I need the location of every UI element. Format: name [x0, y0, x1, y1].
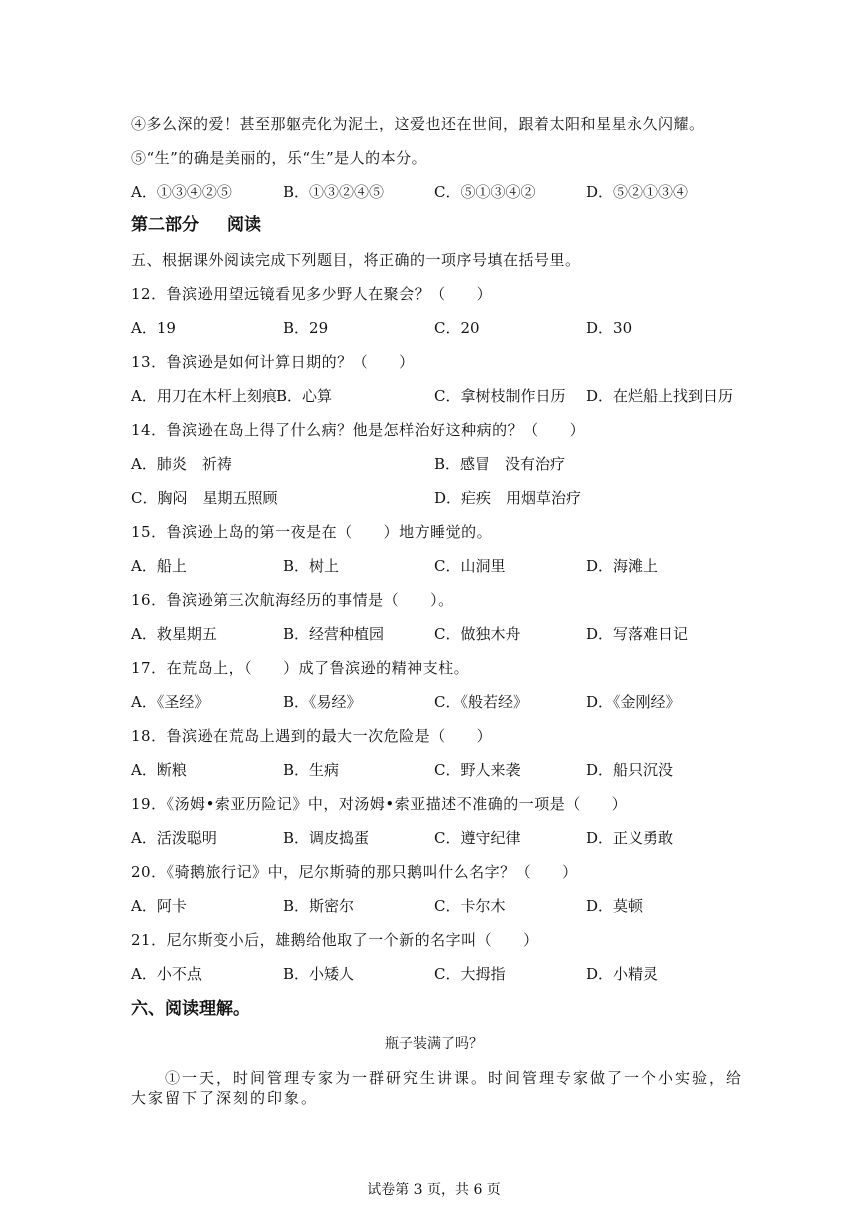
option-a: A．肺炎 祈祷: [131, 455, 232, 473]
option-d: D．在烂船上找到日历: [586, 387, 734, 405]
part-title: 阅读: [227, 215, 261, 235]
sentence-4: ④多么深的爱！甚至那躯壳化为泥土，这爱也还在世间，跟着太阳和星星永久闪耀。: [131, 115, 705, 133]
options-row-17: [0, 692, 868, 712]
section-six-heading: 六、阅读理解。: [131, 999, 250, 1019]
option-a: A．小不点: [131, 965, 202, 983]
option-c: C．《般若经》: [434, 693, 528, 711]
option-b: B．感冒 没有治疗: [434, 455, 566, 473]
option-b: B．心算: [276, 387, 333, 405]
option-c: C．做独木舟: [434, 625, 521, 643]
option-b: B．经营种植园: [283, 625, 385, 643]
option-c: C．⑤①③④②: [434, 183, 536, 201]
options-row-11: [0, 182, 868, 202]
question-15: 15．鲁滨逊上岛的第一夜是在（ ）地方睡觉的。: [131, 523, 493, 541]
option-c: C．遵守纪律: [434, 829, 521, 847]
option-a: A．用刀在木杆上刻痕: [131, 387, 277, 405]
option-b: B．调皮捣蛋: [283, 829, 370, 847]
option-a: A．船上: [131, 557, 187, 575]
options-row-19: [0, 828, 868, 848]
option-d: D．正义勇敢: [586, 829, 674, 847]
options-row-12: [0, 318, 868, 338]
option-c: C．20: [434, 319, 480, 337]
option-a: A．活泼聪明: [131, 829, 217, 847]
option-b: B．斯密尔: [283, 897, 355, 915]
option-a: A．阿卡: [131, 897, 187, 915]
option-d: D．⑤②①③④: [586, 183, 689, 201]
question-14: 14．鲁滨逊在岛上得了什么病？他是怎样治好这种病的？（ ）: [131, 421, 586, 439]
question-21: 21．尼尔斯变小后，雄鹅给他取了一个新的名字叫（ ）: [131, 931, 539, 949]
option-b: B．小矮人: [283, 965, 355, 983]
section-five-heading: 五、根据课外阅读完成下列题目，将正确的一项序号填在括号里。: [131, 251, 581, 269]
option-c: C．胸闷 星期五照顾: [131, 489, 278, 507]
question-19: 19．《汤姆•索亚历险记》中，对汤姆•索亚描述不准确的一项是（ ）: [131, 795, 628, 813]
option-c: C．大拇指: [434, 965, 506, 983]
option-c: C．拿树枝制作日历: [434, 387, 566, 405]
option-d: D．莫顿: [586, 897, 644, 915]
options-row-14a: [0, 454, 868, 474]
options-row-21: [0, 964, 868, 984]
question-20: 20．《骑鹅旅行记》中，尼尔斯骑的那只鹅叫什么名字？（ ）: [131, 863, 578, 881]
option-d: D．《金刚经》: [586, 693, 681, 711]
option-d: D．疟疾 用烟草治疗: [434, 489, 582, 507]
option-b: B．《易经》: [283, 693, 362, 711]
options-row-15: [0, 556, 868, 576]
option-c: C．野人来袭: [434, 761, 521, 779]
option-d: D．小精灵: [586, 965, 659, 983]
option-b: B．①③②④⑤: [283, 183, 385, 201]
option-c: C．山洞里: [434, 557, 506, 575]
options-row-16: [0, 624, 868, 644]
option-b: B．树上: [283, 557, 340, 575]
page-footer: 试卷第 3 页，共 6 页: [367, 1182, 501, 1198]
article-paragraph-1: ①一天，时间管理专家为一群研究生讲课。时间管理专家做了一个小实验，给大家留下了深刻的印象。: [131, 1069, 744, 1107]
option-a: A．断粮: [131, 761, 187, 779]
option-a: A．救星期五: [131, 625, 217, 643]
option-a: A．19: [131, 319, 176, 337]
question-18: 18．鲁滨逊在荒岛上遇到的最大一次危险是（ ）: [131, 727, 493, 745]
article-title: 瓶子装满了吗？: [385, 1036, 483, 1052]
question-13: 13．鲁滨逊是如何计算日期的？（ ）: [131, 353, 415, 371]
option-d: D．写落难日记: [586, 625, 689, 643]
part-label: 第二部分: [131, 215, 199, 235]
options-row-14b: [0, 488, 868, 508]
option-a: A．《圣经》: [131, 693, 210, 711]
option-b: B．生病: [283, 761, 340, 779]
options-row-18: [0, 760, 868, 780]
options-row-13: [0, 386, 868, 406]
options-row-20: [0, 896, 868, 916]
part-heading: [131, 214, 261, 236]
option-d: D．30: [586, 319, 633, 337]
option-a: A．①③④②⑤: [131, 183, 232, 201]
option-d: D．船只沉没: [586, 761, 674, 779]
question-17: 17．在荒岛上，（ ）成了鲁滨逊的精神支柱。: [131, 659, 470, 677]
question-12: 12．鲁滨逊用望远镜看见多少野人在聚会？（ ）: [131, 285, 493, 303]
sentence-5: ⑤“生”的确是美丽的，乐“生”是人的本分。: [131, 149, 428, 167]
question-16: 16．鲁滨逊第三次航海经历的事情是（ ）。: [131, 591, 454, 609]
option-d: D．海滩上: [586, 557, 659, 575]
option-c: C．卡尔木: [434, 897, 506, 915]
option-b: B．29: [283, 319, 329, 337]
